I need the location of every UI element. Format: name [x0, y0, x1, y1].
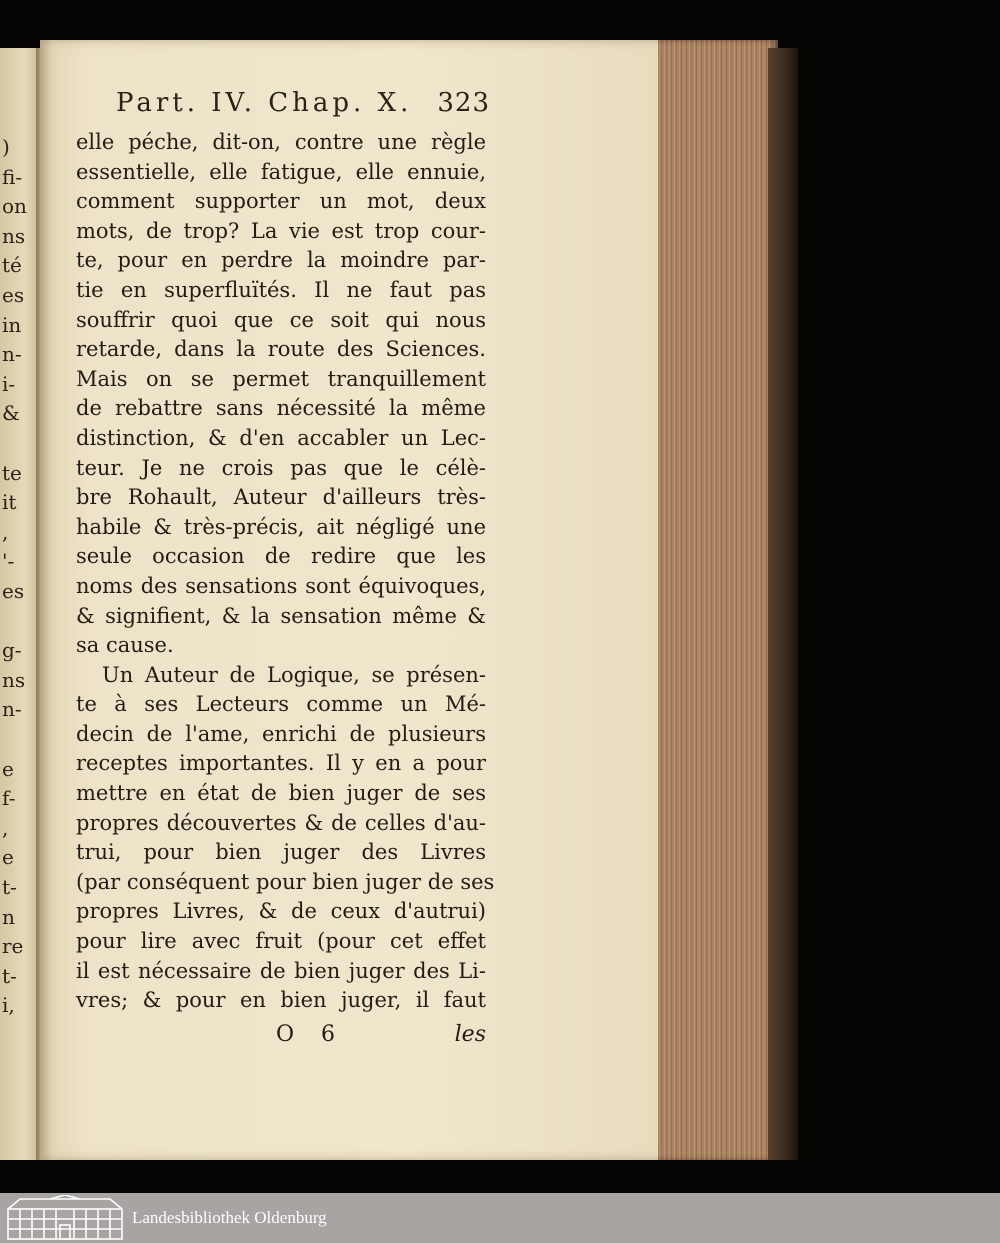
left-page-fragment: in	[2, 312, 22, 337]
text-line: teur. Je ne crois pas que le célè-	[76, 455, 486, 480]
text-line: tie en superfluïtés. Il ne faut pas	[76, 277, 486, 302]
text-line: de rebattre sans nécessité la même	[76, 396, 486, 421]
left-page-fragment: g-	[2, 638, 22, 663]
text-line: decin de l'ame, enrichi de plusieurs	[76, 721, 486, 746]
library-bar	[0, 1193, 1000, 1243]
text-line: noms des sensations sont équivoques,	[76, 573, 486, 598]
book-cover-edge	[768, 48, 798, 1160]
text-line: (par conséquent pour bien juger de ses	[76, 869, 495, 894]
text-line: pour lire avec fruit (pour cet effet	[76, 929, 486, 954]
left-page-fragment: e	[2, 845, 14, 870]
left-page-fragment: t-	[2, 875, 17, 899]
left-page-fragment: '-	[2, 549, 15, 574]
running-header	[116, 88, 490, 118]
text-line: Un Auteur de Logique, se présen-	[102, 662, 486, 687]
left-page-fragment: on	[2, 194, 27, 219]
text-line: essentielle, elle fatigue, elle ennuie,	[76, 159, 486, 184]
left-page-fragment: fi-	[2, 164, 23, 189]
text-line: mettre en état de bien juger de ses	[76, 781, 486, 806]
text-line: propres Livres, & de ceux d'autrui)	[76, 899, 486, 924]
text-line: te à ses Lecteurs comme un Mé-	[76, 692, 486, 717]
body-text	[76, 128, 495, 1016]
text-line: & signifient, & la sensation même &	[76, 603, 486, 628]
left-page-fragment: es	[2, 283, 25, 307]
library-name: Landesbibliothek Oldenburg	[132, 1208, 327, 1227]
left-page-fragment: es	[2, 579, 25, 603]
text-line: propres découvertes & de celles d'au-	[76, 810, 486, 835]
left-page-fragment: n	[2, 904, 15, 929]
text-line: elle péche, dit-on, contre une règle	[76, 130, 486, 154]
text-line: mots, de trop? La vie est trop cour-	[76, 218, 486, 243]
left-page-fragment: te	[2, 460, 22, 485]
catchword: les	[454, 1022, 486, 1047]
text-line: trui, pour bien juger des Livres	[76, 840, 486, 865]
page-edges	[658, 40, 778, 1160]
text-line: souffrir quoi que ce soit qui nous	[76, 307, 486, 332]
left-page-fragment: e	[2, 756, 14, 781]
signature-mark: O 6	[276, 1022, 346, 1047]
left-page-fragment: n-	[2, 342, 22, 367]
text-line: distinction, & d'en accabler un Lec-	[76, 425, 486, 450]
left-page-fragment: t-	[2, 963, 17, 988]
text-line: receptes importantes. Il y en a pour	[76, 751, 486, 776]
text-line: vres; & pour en bien juger, il faut	[76, 988, 486, 1013]
left-page-fragment: ns	[2, 667, 26, 692]
text-line: te, pour en perdre la moindre par-	[76, 248, 486, 273]
library-building-icon	[6, 1195, 124, 1241]
text-line: bre Rohault, Auteur d'ailleurs très-	[76, 485, 486, 510]
text-line: comment supporter un mot, deux	[76, 189, 486, 214]
left-page-fragment: i,	[2, 993, 15, 1018]
page-footer	[76, 1022, 486, 1052]
page-number: 323	[437, 88, 490, 118]
left-page-fragment: n-	[2, 697, 22, 722]
left-page-fragment: f-	[2, 786, 16, 811]
text-line: il est nécessaire de bien juger des Li-	[76, 958, 486, 983]
left-page	[0, 48, 40, 1160]
left-page-fragment: té	[2, 253, 22, 278]
left-page-fragment: i-	[2, 371, 16, 396]
left-page-fragment: )	[2, 135, 10, 159]
left-page-fragment: ,	[2, 815, 9, 840]
left-page-fragment: ns	[2, 223, 26, 248]
text-line: habile & très-précis, ait négligé une	[76, 514, 486, 539]
running-title: Part. IV. Chap. X.	[116, 88, 413, 118]
text-line: retarde, dans la route des Sciences.	[76, 337, 486, 362]
text-line: sa cause.	[76, 633, 174, 658]
left-page-fragment: &	[2, 401, 20, 426]
left-page-fragment: re	[2, 934, 24, 959]
left-page-fragment: it	[2, 490, 17, 515]
left-page-fragment: ,	[2, 519, 9, 544]
text-line: seule occasion de redire que les	[76, 544, 486, 569]
text-line: Mais on se permet tranquillement	[76, 366, 486, 391]
